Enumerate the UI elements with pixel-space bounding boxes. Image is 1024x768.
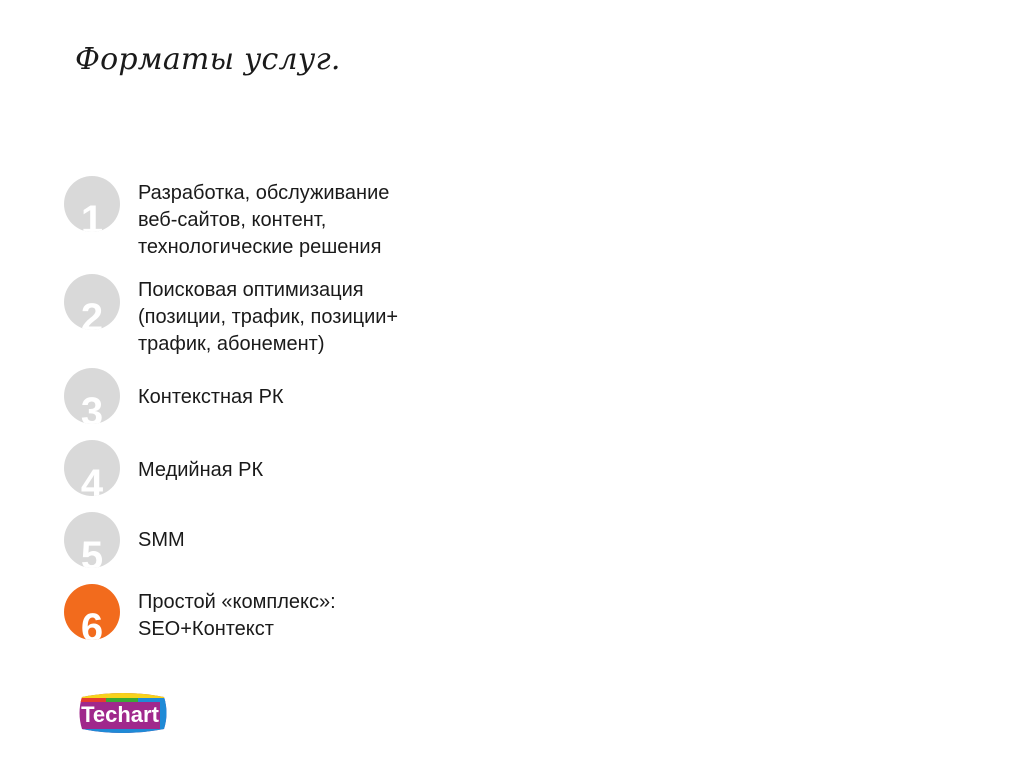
service-line: веб-сайтов, контент,: [138, 209, 327, 231]
service-text: [138, 384, 284, 411]
service-text: [138, 277, 398, 358]
logo-stripe-bottom: [76, 729, 168, 735]
number-badge: [64, 274, 120, 330]
techart-logo: [76, 691, 168, 735]
service-line: SMM: [138, 529, 185, 551]
badge-number: 3: [80, 390, 104, 424]
logo-stripe-yellow: [76, 691, 168, 698]
service-line: Разработка, обслуживание: [138, 182, 390, 204]
number-badge: [64, 176, 120, 232]
service-line: Контекстная РК: [138, 386, 284, 408]
service-text: [138, 457, 263, 484]
service-text: [138, 589, 336, 643]
badge-number: 1: [80, 198, 104, 232]
badge-number: 6: [80, 606, 104, 640]
badge-number: 4: [80, 462, 104, 496]
service-line: Простой «комплекс»:: [138, 591, 336, 613]
badge-number: 5: [80, 534, 104, 568]
number-badge: [64, 584, 120, 640]
service-text: [138, 180, 389, 261]
number-badge: [64, 368, 120, 424]
service-line: (позиции, трафик, позиции+: [138, 306, 399, 328]
techart-logo-graphic: [76, 691, 168, 735]
service-line: технологические решения: [138, 236, 382, 258]
badge-number: 2: [80, 296, 104, 330]
service-line: Поисковая оптимизация: [138, 279, 364, 301]
service-line: SEO+Контекст: [138, 618, 274, 640]
logo-wordmark: Techart: [81, 702, 159, 727]
logo-stripe-right: [160, 699, 168, 729]
number-badge: [64, 512, 120, 568]
number-badge: [64, 440, 120, 496]
service-text: [138, 527, 185, 554]
slide-title: Форматы услуг.: [75, 42, 341, 77]
service-line: Медийная РК: [138, 459, 264, 481]
service-line: трафик, абонемент): [138, 333, 325, 355]
